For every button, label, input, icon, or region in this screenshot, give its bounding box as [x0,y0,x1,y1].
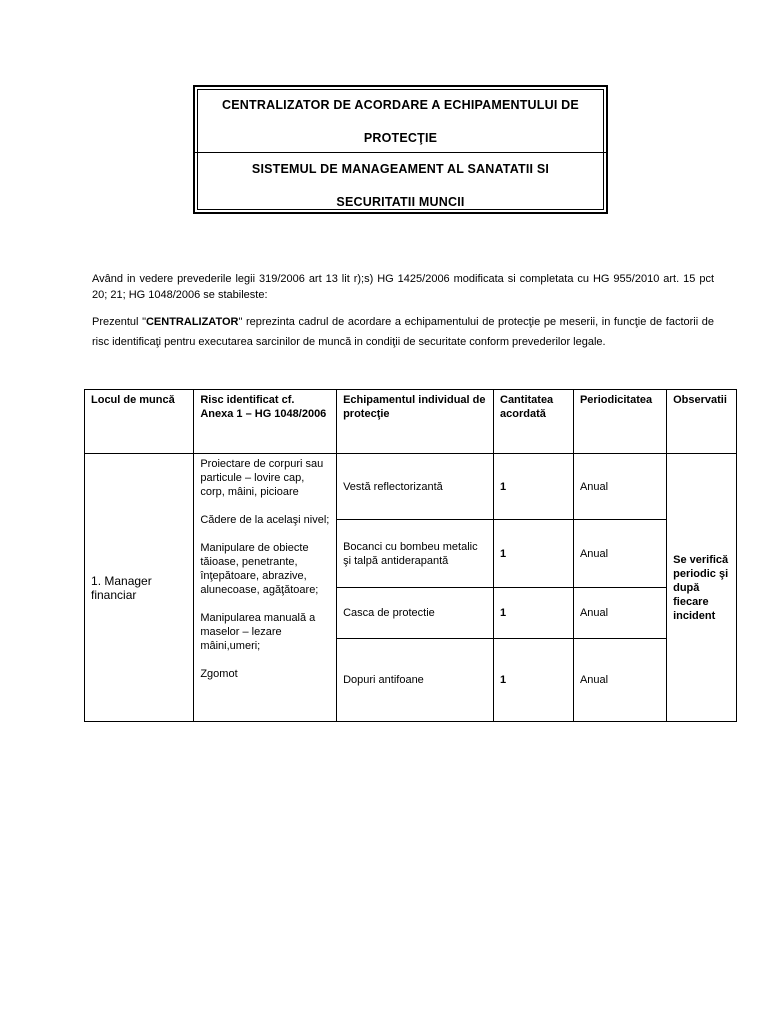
equipment-table [84,389,737,722]
title-line-1: CENTRALIZATOR DE ACORDARE A ECHIPAMENTULUI DE [222,98,579,112]
risk-item: Proiectare de corpuri sau particule – lovire cap, corp, mâini, picioare [200,458,324,498]
equipment-cell: Bocanci cu bombeu metalic şi talpă antiderapantă [337,520,494,588]
quantity-cell: 1 [494,588,574,639]
intro-paragraph-1: Având in vedere prevederile legii 319/2006 art 13 lit r);s) HG 1425/2006 modificata si completata cu HG 955/2010 art. 15 pct 20; 21; HG 1048/2006 se stabileste: [92,273,714,301]
workplace-name: . Manager financiar [91,573,152,602]
header-equipment: Echipamentul individual de protecţie [337,390,494,454]
equipment-cell: Casca de protectie [337,588,494,639]
subtitle-line-1: SISTEMUL DE MANAGEAMENT AL SANATATII SI [251,162,550,176]
risk-item: Cădere de la acelaşi nivel; [200,514,330,526]
periodicity-cell: Anual [573,588,666,639]
intro-paragraph-2 [92,312,714,352]
periodicity-cell: Anual [573,639,666,722]
document-title [195,87,606,153]
intro-paragraph-2-prefix: Prezentul " [92,316,146,328]
intro-centralizator-bold: CENTRALIZATOR [145,316,239,328]
equipment-cell: Dopuri antifoane [337,639,494,722]
title-line-2: PROTECŢIE [363,131,438,145]
table-header-row [85,390,737,454]
header-periodicity: Periodicitatea [573,390,666,454]
observations-cell: Se verifică periodic şi după fiecare incident [667,454,737,722]
header-risk: Risc identificat cf. Anexa 1 – HG 1048/2006 [194,390,337,454]
quantity-cell: 1 [494,520,574,588]
document-subtitle [195,153,606,213]
subtitle-line-2: SECURITATII MUNCII [336,195,465,209]
document-header-box [193,85,608,214]
risk-cell [194,454,337,722]
risk-item: Zgomot [200,668,238,680]
periodicity-cell: Anual [573,454,666,520]
intro-paragraph-2-suffix: " reprezinta cadrul de acordare a echipamentului de protecţie pe meserii, in funcţie de factorii de risc identificaţi pentru executarea sarcinilor de muncă in condiţii de securitate conform prevederilor legale. [92,316,715,348]
intro-text [92,271,714,361]
header-observations: Observatii [667,390,737,454]
workplace-cell [85,454,194,722]
header-workplace: Locul de muncă [85,390,194,454]
periodicity-cell: Anual [573,520,666,588]
equipment-cell: Vestă reflectorizantă [337,454,494,520]
header-quantity: Cantitatea acordată [494,390,574,454]
quantity-cell: 1 [494,639,574,722]
table-row [85,454,737,520]
risk-item: Manipularea manuală a maselor – lezare mâini,umeri; [200,612,316,652]
workplace-number: 1 [91,573,98,588]
risk-item: Manipulare de obiecte tăioase, penetrante, înţepătoare, abrazive, alunecoase, agăţătoare; [200,542,319,596]
quantity-cell: 1 [494,454,574,520]
